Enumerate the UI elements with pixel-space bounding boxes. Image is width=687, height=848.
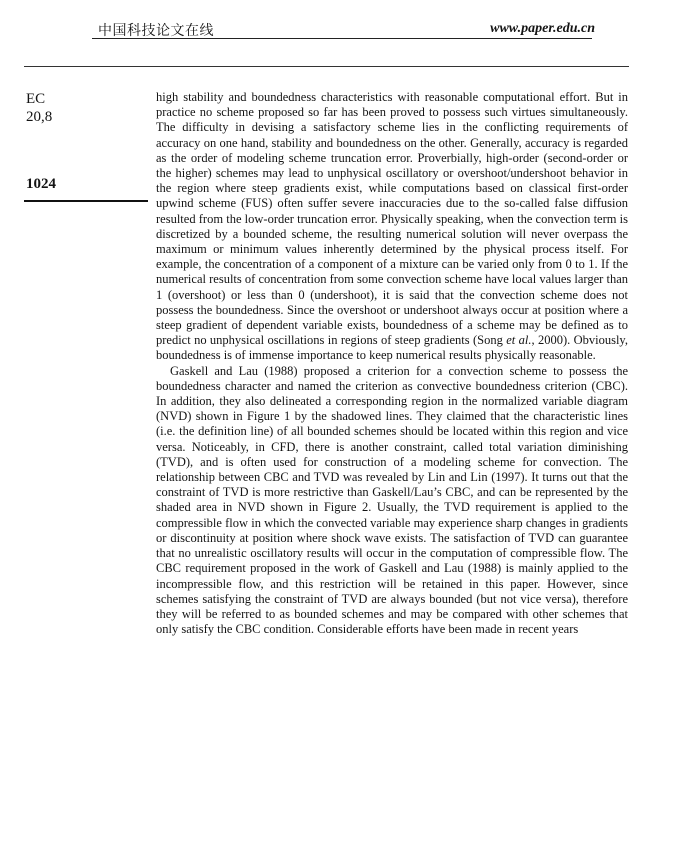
paragraph-1-text: high stability and boundedness characteristics with reasonable computational effort. But in practice no scheme proposed so far has been proved to possess such virtues simultaneously. The difficulty in devising a satisfactory scheme lies in the conflicting requirements of accuracy on one hand, stability and boundedness on the other. Generally, accuracy is regarded as the order of modeling scheme truncation error. Proverbially, high-order (second-order or the higher) schemes may lead to unphysical oscillatory or overshoot/undershoot behavior in the region where steep gradients exist, while computations based on classical first-order upwind scheme (FUS) often suffer severe inaccuracies due to the so-called false diffusion resulted from the low-order truncation error. Physically speaking, when the convection term is discretized by a bounded scheme, the resulting numerical solution will never overpass the maximum or minimum values inherently determined by the physical process itself. For example, the concentration of a component of a mixture can be varied only from 0 to 1. If the numerical results of concentration from some convection scheme have local values larger than 1 (overshoot) or less than 0 (undershoot), it is said that the convection scheme does not possess the boundedness. Since the overshoot or undershoot always occur at position where a steep gradient of dependent variable exists, boundedness of a scheme may be defined as to predict no unphysical oscillations in regions of steep gradients (Song: [156, 90, 628, 348]
header-rule: [92, 38, 592, 39]
page-top-rule: [24, 66, 629, 67]
header-url: www.paper.edu.cn: [490, 21, 595, 36]
header-site-name: 中国科技论文在线: [98, 23, 214, 39]
journal-reference: [26, 90, 52, 126]
body-text: [156, 90, 628, 637]
paragraph-1: [156, 90, 628, 364]
paragraph-2: Gaskell and Lau (1988) proposed a criterion for a convection scheme to possess the boundedness character and named the criterion as convective boundedness criterion (CBC). In addition, they also delineated a corresponding region in the normalized variable diagram (NVD) shown in Figure 1 by the shadowed lines. They claimed that the characteristic lines (i.e. the definition line) of all bounded schemes should be located within this region and vice versa. Noticeably, in CFD, there is another constraint, called total variation diminishing (TVD), and is often used for construction of a modeling scheme for convection. The relationship between CBC and TVD was revealed by Lin and Lin (1997). It turns out that the constraint of TVD is more restrictive than Gaskell/Lau’s CBC, and can be represented by the shaded area in NVD shown in Figure 2. Usually, the TVD requirement is applied to the compressible flow in which the convected variable may experience sharp changes in gradients or discontinuity at position where shock wave exists. The satisfaction of TVD can guarantee that no unrealistic oscillatory results will occur in the computation of compressible flow. The CBC requirement proposed in the work of Gaskell and Lau (1988) is mainly applied to the incompressible flow, and this restriction will be retained in this paper. However, since schemes satisfying the constraint of TVD are always bounded (but not vice versa), therefore they will be referred to as bounded schemes and may be compared with other schemes that only satisfy the CBC condition. Considerable efforts have been made in recent years: [156, 363, 628, 637]
citation-et-al: et al.: [506, 333, 532, 348]
journal-abbrev: EC: [26, 91, 46, 107]
paragraph-1-text-end: , 2000). Obviously, boundedness is of immense importance to keep numerical results physically reasonable.: [156, 333, 628, 363]
page-number-rule: [24, 200, 148, 202]
journal-volume-issue: 20,8: [26, 109, 53, 125]
page-number: 1024: [26, 176, 56, 192]
